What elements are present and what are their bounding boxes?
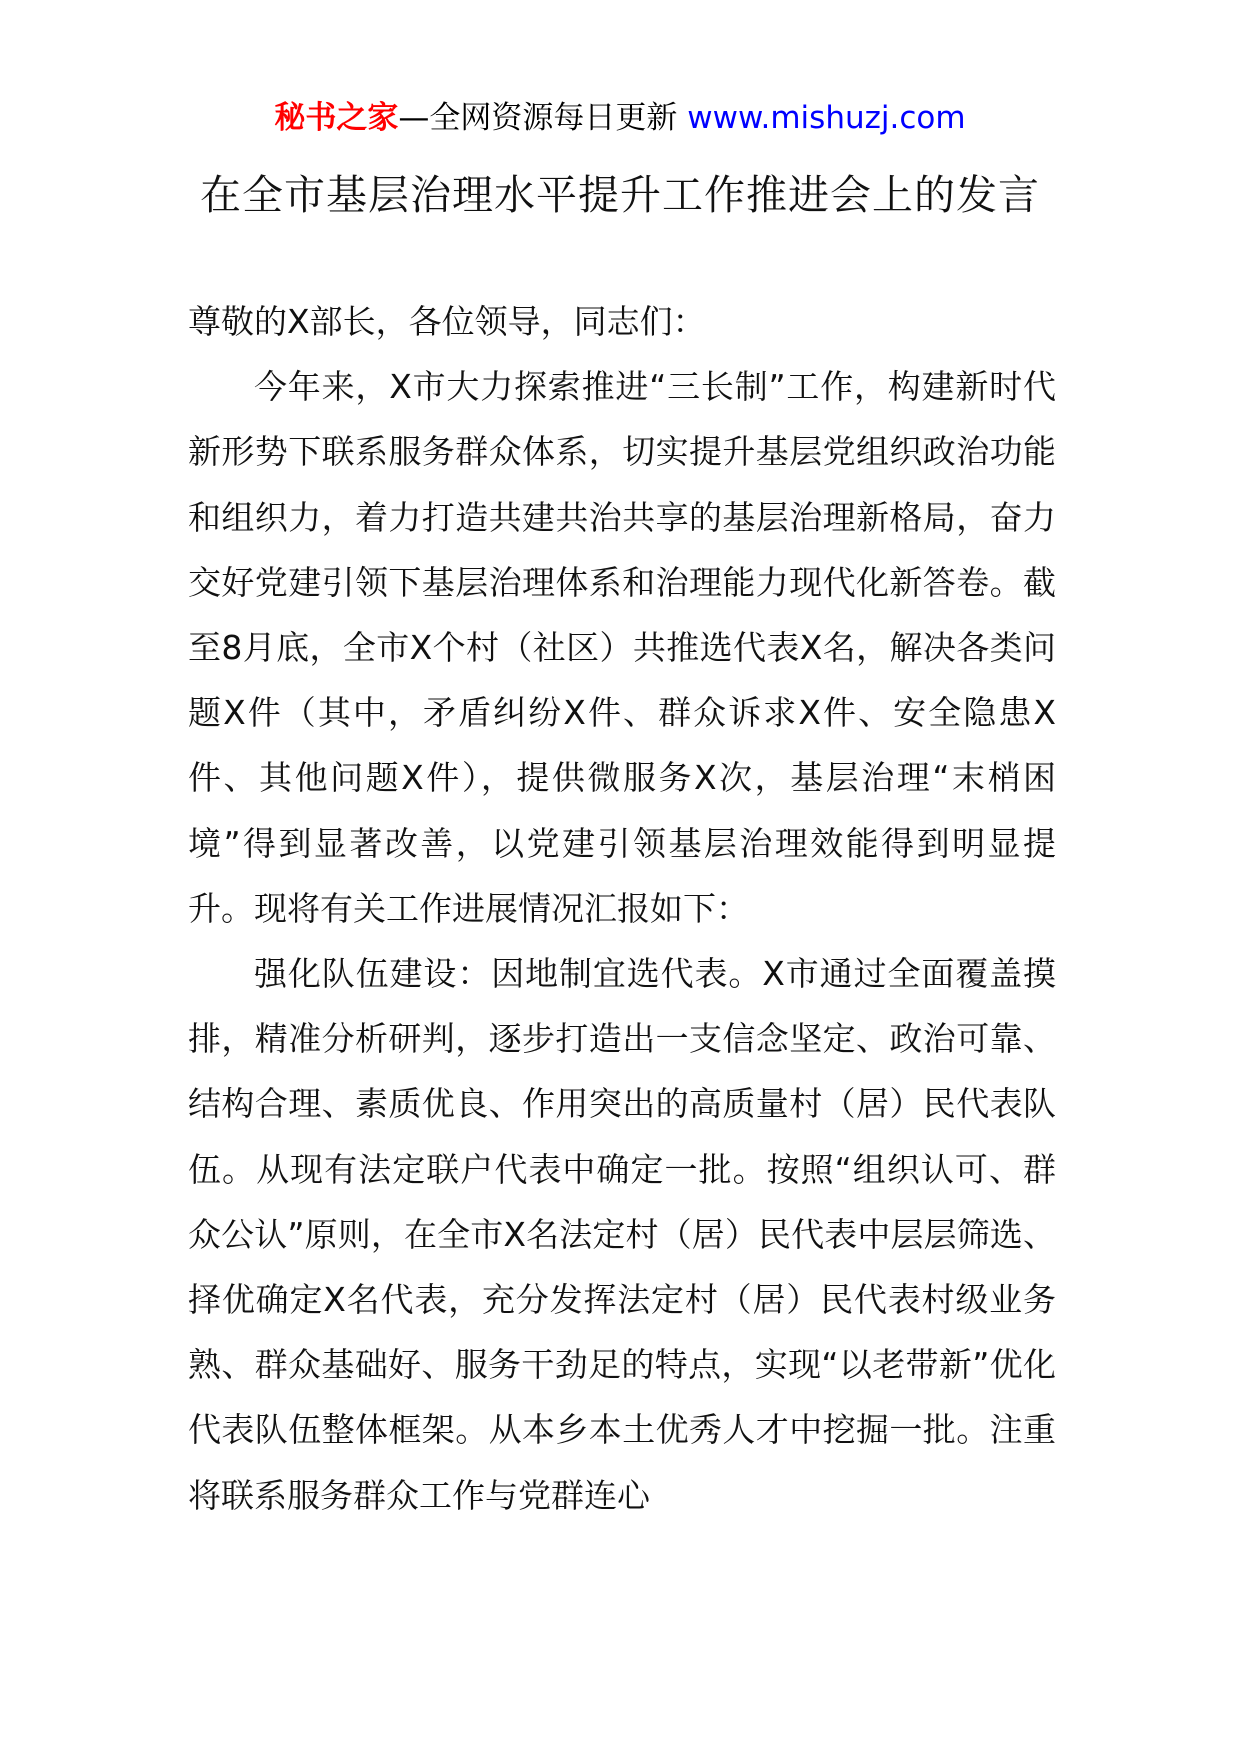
body-paragraph: 强化队伍建设：因地制宜选代表。X市通过全面覆盖摸排，精准分析研判，逐步打造出一支信念坚定、政治可靠、结构合理、素质优良、作用突出的高质量村（居）民代表队伍。从现有法定联户代表中确定一批。按照“组织认可、群众公认”原则，在全市X名法定村（居）民代表中层层筛选、择优确定X名代表，充分发挥法定村（居）民代表村级业务熟、群众基础好、服务干劲足的特点，实现“以老带新”优化代表队伍整体框架。从本乡本土优秀人才中挖掘一批。注重将联系服务群众工作与党群连心 — [188, 954, 1056, 1515]
salutation: 尊敬的X部长，各位领导，同志们： — [188, 302, 706, 341]
document-body — [188, 289, 1056, 1528]
site-brand: 秘书之家 — [274, 100, 399, 136]
site-url-link[interactable]: www.mishuzj.com — [687, 100, 966, 136]
body-paragraph: 今年来，X市大力探索推进“三长制”工作，构建新时代新形势下联系服务群众体系，切实提升基层党组织政治功能和组织力，着力打造共建共治共享的基层治理新格局，奋力交好党建引领下基层治理体系和治理能力现代化新答卷。截至8月底，全市X个村（社区）共推选代表X名，解决各类问题X件（其中，矛盾纠纷X件、群众诉求X件、安全隐患X件、其他问题X件），提供微服务X次，基层治理“末梢困境”得到显著改善，以党建引领基层治理效能得到明显提升。现将有关工作进展情况汇报如下： — [188, 367, 1056, 928]
site-tagline: —全网资源每日更新 — [398, 100, 688, 136]
document-title: 在全市基层治理水平提升工作推进会上的发言 — [200, 171, 1040, 219]
site-header — [0, 98, 1240, 138]
